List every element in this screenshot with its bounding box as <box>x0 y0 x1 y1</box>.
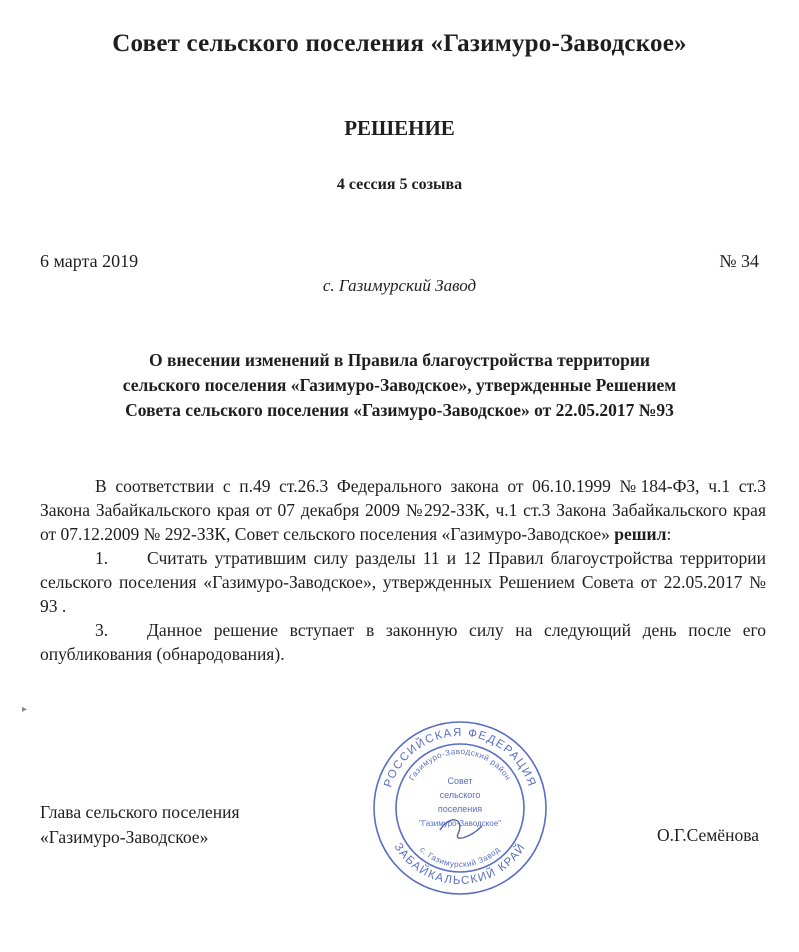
stamp-inner-top-text: Газимуро-Заводский район <box>407 746 513 783</box>
council-name: Совет сельского поселения «Газимуро-Заводское» <box>112 30 687 57</box>
signer-position <box>40 800 240 850</box>
signer-position-line-1: Глава сельского поселения <box>40 802 240 822</box>
preamble-paragraph <box>40 474 766 546</box>
session-info: 4 сессия 5 созыва <box>336 176 463 193</box>
title-line-2: сельского поселения «Газимуро-Заводское», утвержденные Решением <box>122 375 677 395</box>
item-number: 3. <box>95 620 109 640</box>
stamp-center-line-4: "Газимуро-Заводское" <box>419 819 501 828</box>
signer-name: О.Г.Семёнова <box>657 825 759 845</box>
stamp-inner-bottom-text: с. Газимурский Завод <box>418 845 502 870</box>
resolved-word: решил <box>614 524 667 544</box>
preamble-text: В соответствии с п.49 ст.26.3 Федерального закона от 06.10.1999 №184-ФЗ, ч.1 ст.3 Закона Забайкальского края от 07 декабря 2009 №292-ЗЗК, ч.1 ст.3 Закона Забайкальского края от 07.12.2009 № 292-ЗЗК, Совет сельского поселения «Газимуро-Заводское» <box>40 476 766 544</box>
document-place: с. Газимурский Завод <box>322 276 477 295</box>
stamp-center-line-2: сельского <box>439 790 481 800</box>
document-type: РЕШЕНИЕ <box>344 116 455 140</box>
stamp-center-line-1: Совет <box>447 776 473 786</box>
list-item <box>40 618 766 666</box>
document-number: № 34 <box>719 251 759 271</box>
official-stamp <box>370 718 550 898</box>
resolved-colon: : <box>666 524 672 544</box>
document-date: 6 марта 2019 <box>40 251 139 271</box>
scan-mark: ▸ <box>22 704 28 715</box>
title-line-3: Совета сельского поселения «Газимуро-Заводское» от 22.05.2017 №93 <box>125 400 674 420</box>
document-body <box>40 474 766 666</box>
signer-position-line-2: «Газимуро-Заводское» <box>40 827 209 847</box>
item-text: Данное решение вступает в законную силу на следующий день после его опубликования (обнародования). <box>40 620 766 664</box>
stamp-center-line-3: поселения <box>437 804 483 814</box>
stamp-outer-bottom-text: ЗАБАЙКАЛЬСКИЙ КРАЙ <box>391 841 529 888</box>
list-item <box>40 546 766 618</box>
title-line-1: О внесении изменений в Правила благоустройства территории <box>149 350 650 370</box>
stamp-outer-top-text: РОССИЙСКАЯ ФЕДЕРАЦИЯ <box>382 726 538 789</box>
item-number: 1. <box>95 548 109 568</box>
document-title <box>40 348 759 423</box>
item-text: Считать утратившим силу разделы 11 и 12 Правил благоустройства территории сельского поселения «Газимуро-Заводское», утвержденных Решением Совета от 22.05.2017 № 93 . <box>40 548 766 616</box>
